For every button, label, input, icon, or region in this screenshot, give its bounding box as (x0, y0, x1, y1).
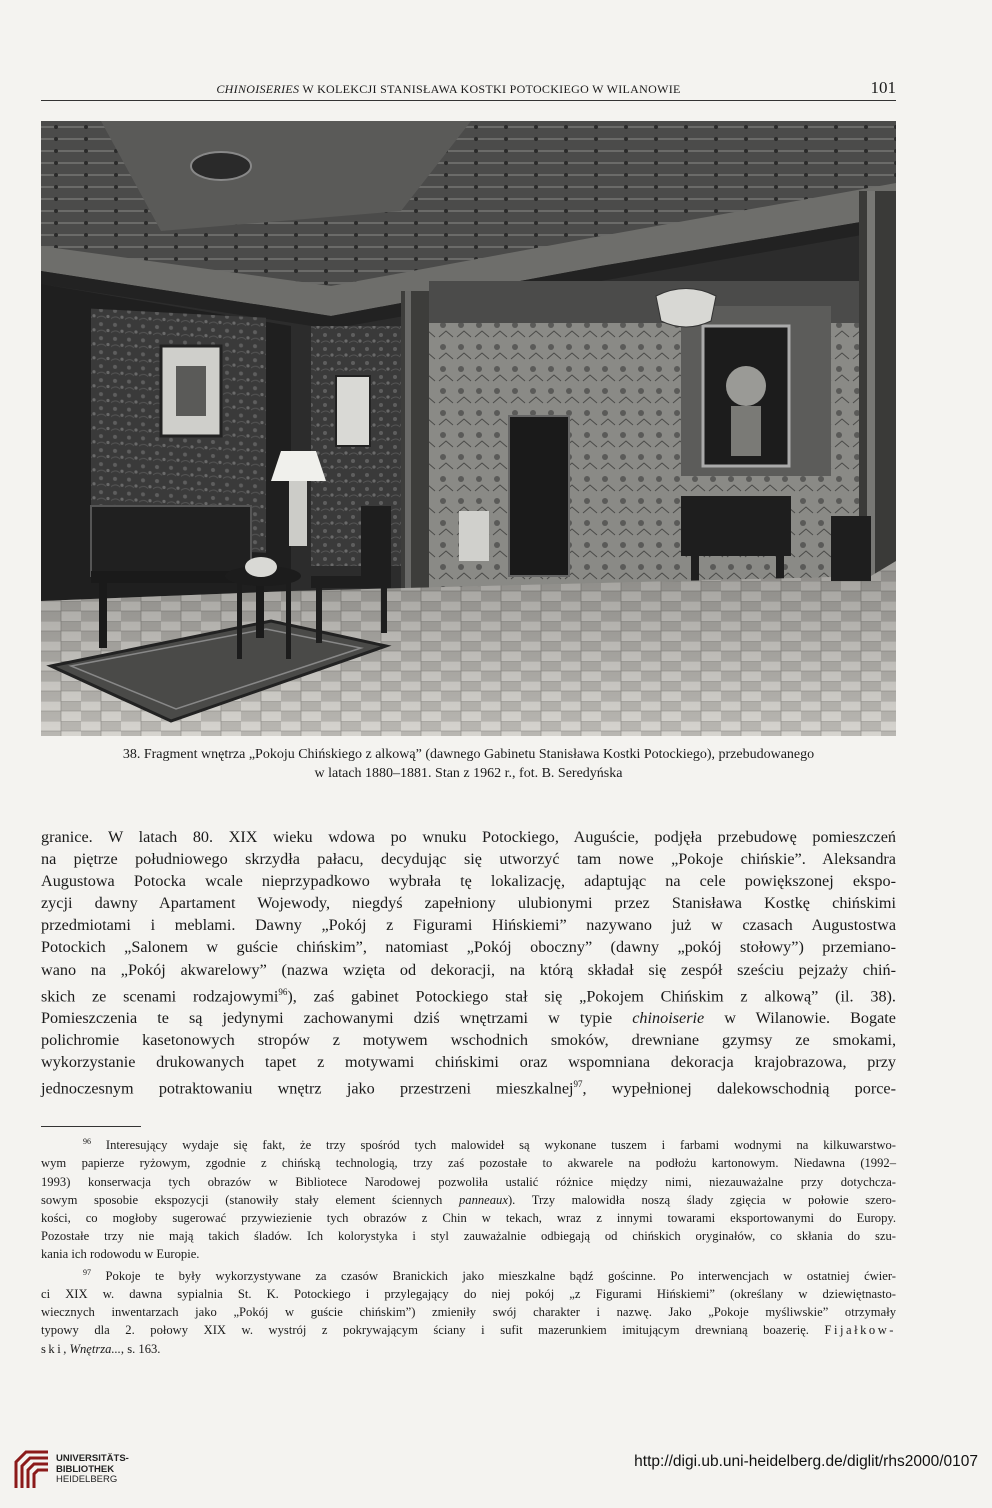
footnote-96-line: Pozostałe trzy nie mają takich śladów. Ich kolorystyka i styl zauważalnie odbiegają od chińskich oryginałów, co skłania do szu- (41, 1229, 896, 1244)
footnote-text: , s. 163. (120, 1341, 161, 1356)
footnote-text: sowym sposobie ekspozycji (stanowiły stały element ściennych (41, 1192, 459, 1207)
body-line: Augustowa Potocka wcale nieprzypadkowo wybrała tę lokalizację, adaptując na cele powiększonej ekspo- (41, 872, 896, 891)
body-line (41, 1073, 896, 1099)
footnote-96-line: 1993) konserwacja tych obrazów w Bibliotece Narodowej pozwoliła ustalić różnice między nimi, niezauważalne przy dotychcza- (41, 1174, 896, 1189)
footnote-author-spaced: ski (41, 1341, 64, 1356)
body-paragraph (41, 826, 896, 1100)
footnote-ref-97[interactable]: 97 (573, 1079, 583, 1090)
footnote-author-spaced: Fijałkow- (824, 1323, 896, 1338)
body-line: na piętrze południowego skrzydła pałacu, decydując się utworzyć tam nowe „Pokoje chińskie”. Aleksandra (41, 850, 896, 869)
footnote-97-line: wiecznych inwentarzach jako „Pokój w guście chińskim”) zmieniły swój charakter i nazwę. Jako „Pokoje myśliwskie” otrzymały (41, 1305, 896, 1320)
body-text-segment: w Wilanowie. Bogate (704, 1009, 896, 1028)
figure-photo (41, 121, 896, 736)
footnote-97-line (41, 1321, 896, 1339)
footnote-96-line: kości, co mogłoby sugerować przywiezienie tych obrazów z Chin w tekach, wraz z innymi towarami eksportowanymi do Europy. (41, 1211, 896, 1225)
library-name (56, 1454, 129, 1486)
photo-interior-chinese-room-icon (41, 121, 896, 736)
body-line (41, 1007, 896, 1029)
figure-caption (41, 745, 896, 783)
footnote-text: Interesujący wydaje się fakt, że trzy spośród tych malowideł są wykonane tuszem i farbami wodnymi na kilkuwarstwo- (105, 1138, 896, 1153)
body-line: Potockich „Salonem w guście chińskim”, natomiast „Pokój oboczny” (dawny „pokój stołowy”) przemiano- (41, 938, 896, 957)
footnote-96-line: wym papierze ryżowym, zgodnie z chińską technologią, trzy zaś pozostałe to akwarele na podłożu kartonowym. Niedawna (1992– (41, 1156, 896, 1171)
body-line: wykorzystanie drukowanych tapet z motywami chińskimi oraz wspomniana dekoracja krajobrazowa, przy (41, 1053, 896, 1072)
body-line: zycji dawny Apartament Wojewody, niegdyś zapełniony ulubionymi przez Stanisława Kostkę chińskimi (41, 894, 896, 913)
footnote-97-line: ci XIX w. dawna sypialnia St. K. Potockiego i przylegający do niej pokój „z Figurami Hińskiemi” (określany w dziewiętnasto- (41, 1287, 896, 1301)
heidelberg-library-icon (12, 1448, 52, 1492)
footnote-96-line (41, 1191, 896, 1209)
footnote-italic: panneaux (458, 1192, 508, 1207)
library-logo[interactable] (12, 1448, 212, 1498)
body-line (41, 981, 896, 1007)
library-name-line: BIBLIOTHEK (56, 1463, 115, 1475)
footnote-text: Pokoje te były wykorzystywane za czasów Branickich jako mieszkalne bądź gościnne. Po interwencjach w ostatniej ćwier- (105, 1268, 896, 1283)
library-name-line: UNIVERSITÄTS- (56, 1453, 129, 1464)
body-line: przedmiotami i meblami. Dawny „Pokój z Figurami Hińskiemi” nazywano już w czasach Augustostwa (41, 916, 896, 935)
running-title (41, 82, 856, 97)
footnote-97-line (41, 1264, 896, 1285)
running-header (41, 76, 896, 101)
body-text-segment: Pomieszczenia te są jedynymi zachowanymi dziś wnętrzami w typie (41, 1009, 633, 1028)
running-title-rest: W KOLEKCJI STANISŁAWA KOSTKI POTOCKIEGO W WILANOWIE (299, 82, 681, 96)
footnote-text: , (63, 1341, 70, 1356)
body-italic-term: chinoiserie (632, 1009, 705, 1028)
source-url-link[interactable]: http://digi.ub.uni-heidelberg.de/diglit/rhs2000/0107 (634, 1453, 978, 1470)
body-line: granice. W latach 80. XIX wieku wdowa po wnuku Potockiego, Auguście, podjęła przebudowę pomieszczeń (41, 828, 896, 846)
footnote-marker-97: 97 (83, 1267, 91, 1277)
running-title-italic: CHINOISERIES (216, 82, 300, 96)
body-text-segment: skich ze scenami rodzajowymi (41, 987, 279, 1006)
footnotes (41, 1133, 896, 1358)
footnote-97-line (41, 1340, 896, 1358)
footnote-ref-96[interactable]: 96 (278, 986, 288, 997)
footnote-italic: Wnętrza... (69, 1341, 121, 1356)
footnote-text: ). Trzy malowidła noszą ślady zgięcia w połowie szero- (507, 1192, 896, 1207)
library-name-line: HEIDELBERG (56, 1474, 118, 1485)
footnote-text: typowy dla 2. połowy XIX w. wystrój z pokrywającym ściany i sufit mazerunkiem imitującym drewnianą boazerię. (41, 1323, 825, 1338)
caption-line-1: 38. Fragment wnętrza „Pokoju Chińskiego z alkową” (dawnego Gabinetu Stanisława Kostki Potockiego), przebudowanego (122, 747, 815, 762)
body-line: wano na „Pokój akwarelowy” (nazwa wzięta od dekoracji, na którą składał się zespół sześciu pejzaży chiń- (41, 960, 896, 979)
footnote-96-line: kania ich rodowodu w Europie. (41, 1247, 200, 1262)
body-text-segment: , wypełnionej dalekowschodnią porce- (582, 1079, 896, 1098)
page-number: 101 (870, 78, 896, 97)
body-line: polichromie kasetonowych stropów z motywem wschodnich smoków, drewniane gzymsy ze smokami, (41, 1031, 896, 1050)
caption-line-2: w latach 1880–1881. Stan z 1962 r., fot. B. Seredyńska (314, 766, 623, 781)
footnote-rule (41, 1126, 141, 1127)
footnote-96-line (41, 1133, 896, 1154)
body-text-segment: ), zaś gabinet Potockiego stał się „Pokojem Chińskim z alkową” (il. 38). (287, 987, 896, 1006)
body-text-segment: jednoczesnym potraktowaniu wnętrz jako przestrzeni mieszkalnej (41, 1079, 574, 1098)
footnote-marker-96: 96 (83, 1137, 91, 1146)
